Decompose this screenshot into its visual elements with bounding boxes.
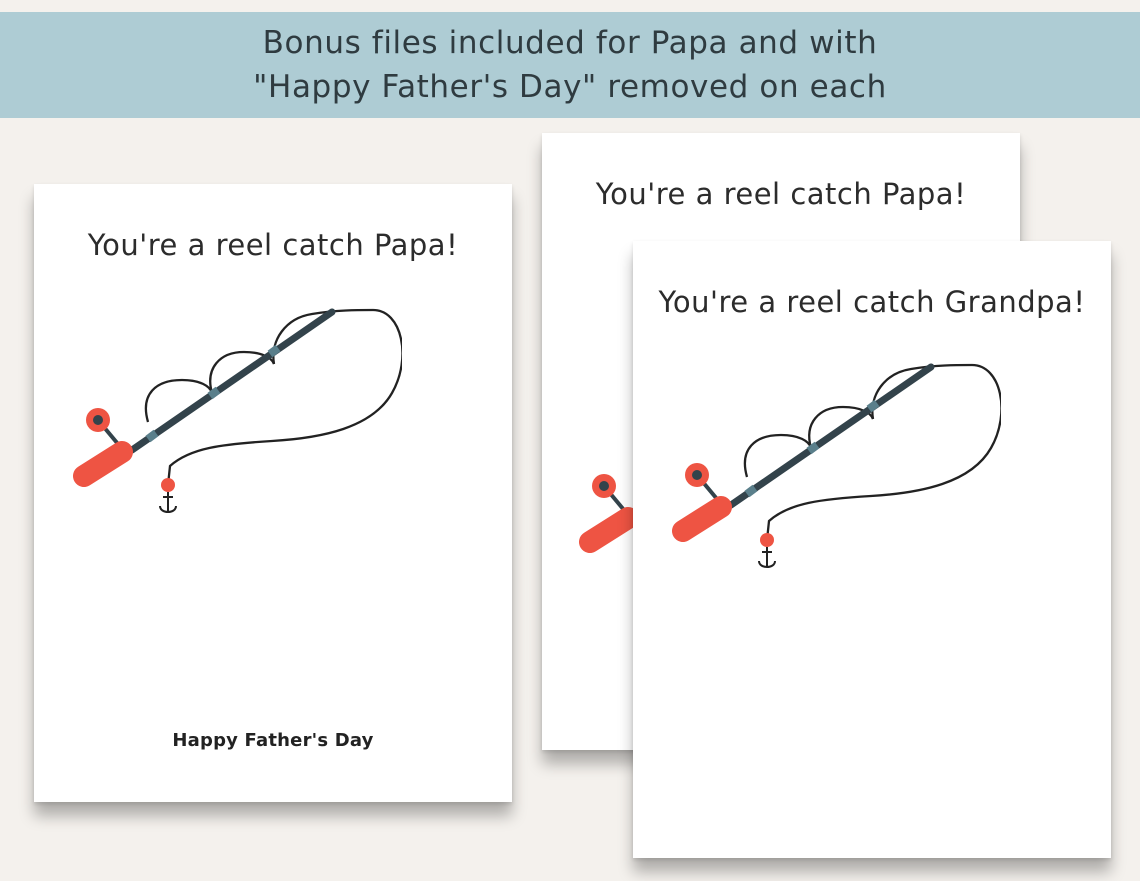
card-title: You're a reel catch Papa! xyxy=(87,228,459,262)
banner-line-1: Bonus files included for Papa and with xyxy=(262,25,878,61)
card-title: You're a reel catch Grandpa! xyxy=(658,285,1086,319)
card-papa-main xyxy=(34,184,512,802)
card-title: You're a reel catch Papa! xyxy=(595,177,967,211)
fishing-rod-illustration xyxy=(72,298,402,528)
banner-line-2: "Happy Father's Day" removed on each xyxy=(253,69,887,105)
card-grandpa-front xyxy=(633,241,1111,858)
header-banner xyxy=(0,12,1140,118)
card-footer: Happy Father's Day xyxy=(172,730,374,751)
fishing-rod-illustration xyxy=(671,353,1001,583)
